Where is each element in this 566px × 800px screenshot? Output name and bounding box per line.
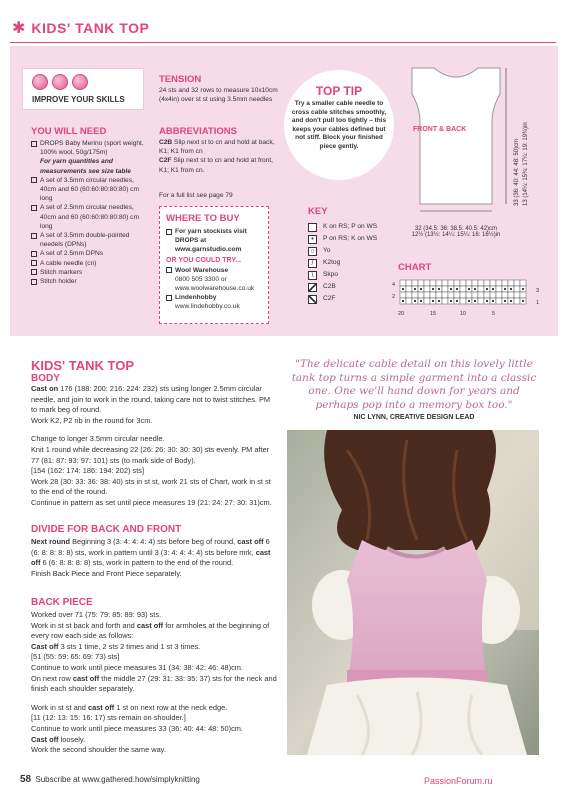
chart-cell	[418, 280, 424, 286]
chart-cell	[448, 292, 454, 298]
yarn-ball-icon	[32, 74, 48, 90]
key-heading: KEY	[308, 206, 328, 217]
chart-cell	[424, 280, 430, 286]
chart-cell	[442, 292, 448, 298]
chart-dot	[450, 288, 452, 290]
chart-dot	[486, 288, 488, 290]
chart-cell	[478, 298, 484, 304]
list-note: For yarn quantities and measurements see size table	[40, 158, 131, 175]
page-number: 58	[20, 774, 32, 785]
chart-cell	[508, 292, 514, 298]
back-piece-heading: BACK PIECE	[31, 597, 93, 608]
you-will-need-heading: YOU WILL NEED	[31, 126, 107, 137]
chart-dot	[468, 288, 470, 290]
pattern-title-block	[31, 358, 134, 384]
quote-author: NIC LYNN, CREATIVE DESIGN LEAD	[353, 414, 475, 421]
chart-cell	[484, 280, 490, 286]
page-title: KIDS' TANK TOP	[31, 20, 150, 36]
subscribe-link[interactable]: Subscribe at www.gathered.how/simplyknitting	[35, 775, 200, 784]
chart-cell	[520, 292, 526, 298]
chart-dot	[492, 288, 494, 290]
chart-cell	[406, 298, 412, 304]
chart-col-label: 20	[398, 311, 405, 317]
divide-instructions: Next round Beginning 3 (3: 4: 4: 4: 4) sts before beg of round, cast off 6 (6: 8: 8: 8: 8) sts, work in pattern until 3 (3: 4: 4: 4: 4) sts before mrk, cast off 6 (6: 8: 8: 8: 8) sts, work in pattern to the end of the round. Finish Back Piece and Front Piece separately.	[31, 537, 271, 578]
materials-list	[31, 139, 151, 286]
chart-dot	[414, 288, 416, 290]
chart-cell	[412, 280, 418, 286]
pattern-title: KIDS' TANK TOP	[31, 358, 135, 373]
top-tip	[289, 84, 389, 152]
chart-cell	[460, 292, 466, 298]
skills-label: IMPROVE YOUR SKILLS	[32, 95, 125, 104]
chart-cell	[454, 292, 460, 298]
photo-illustration	[287, 430, 539, 755]
child-tank-top-photo	[287, 430, 539, 755]
chart-dot	[504, 300, 506, 302]
key-row: K on RS; P on WS	[308, 221, 403, 233]
chart-cell	[478, 286, 484, 292]
chart-cell	[502, 280, 508, 286]
chart-cell	[430, 292, 436, 298]
chart-dot	[468, 300, 470, 302]
width-measure: 32 (34.5: 36: 38.5: 40.5: 42)cm 12½ (13½: 14¼: 15¼: 16: 16½)in	[411, 226, 501, 238]
abbr-text: Slip next st to cn and hold at front, K1; K1 from cn.	[159, 157, 274, 174]
chart-col-label: 10	[460, 311, 467, 317]
chart-col-label: 15	[430, 311, 437, 317]
chart-dot	[432, 300, 434, 302]
chart-cell	[466, 280, 472, 286]
chart-cell	[454, 280, 460, 286]
chart-cell	[514, 298, 520, 304]
where-to-buy-heading: WHERE TO BUY	[166, 213, 240, 224]
chart-cell	[496, 298, 502, 304]
height-measure-in: 13 (14¼: 15¾: 17¼: 19: 19¾)in	[523, 122, 529, 206]
chart-cell	[502, 292, 508, 298]
chart-cell	[400, 280, 406, 286]
list-item: A set of 2.5mm circular needles, 40cm and 60 (60:60:80:80:80) cm long	[31, 203, 151, 231]
flower-icon: ✱	[12, 20, 26, 37]
divide-heading: DIVIDE FOR BACK AND FRONT	[31, 524, 182, 535]
chart-cell	[400, 292, 406, 298]
tension-text: 24 sts and 32 rows to measure 10x10cm (4x4in) over st st using 3.5mm needles	[159, 87, 278, 104]
chart-cell	[424, 292, 430, 298]
slash-square-icon: /	[308, 259, 317, 268]
chart-dot	[420, 288, 422, 290]
abbr-code: C2F	[159, 157, 172, 165]
stitch-chart	[392, 278, 542, 318]
chart-dot	[414, 300, 416, 302]
footer	[20, 774, 200, 785]
list-item: Wool Warehouse	[166, 266, 262, 275]
abbreviations-list	[159, 138, 279, 175]
schematic-label: FRONT & BACK	[413, 126, 467, 133]
chart-dot	[456, 288, 458, 290]
tension-heading: TENSION	[159, 74, 202, 85]
chart-cell	[448, 280, 454, 286]
checkbox-icon	[31, 279, 37, 285]
chart-cell	[424, 298, 430, 304]
chart-cell	[490, 292, 496, 298]
chart-cell	[484, 292, 490, 298]
chart-row-label: 4	[392, 282, 396, 288]
back-instructions: Worked over 71 (75: 79: 85: 89: 93) sts. Work in st st back and forth and cast off for armholes at the beginning of every row each side as follows: Cast off 3 sts 1 time, 2 sts 2 times and 1 st 3 times. [51 (55: 59: 65: 69: 73) sts] Continue to work until piece measures 31 (34: 38: 42: 46: 48)cm. On next row cast off the middle 27 (29: 31: 33: 35: 37) sts for the neck and finish each shoulder separately. Work in st st and cast off 1 st on next row at the neck edge. [11 (12: 13: 15: 16: 17) sts remain on shoulder.] Continue to work until piece measures 33 (36: 40: 44: 48: 50)cm. Cast off loosely. Work the second shoulder the same way.	[31, 610, 277, 755]
chart-cell	[406, 280, 412, 286]
list-item: Lindenhobby	[166, 293, 262, 302]
blank-square-icon	[308, 223, 317, 232]
checkbox-icon	[31, 269, 37, 275]
chart-cell	[424, 286, 430, 292]
list-item: A set of 3.5mm double-pointed needels (DPNs)	[31, 231, 151, 249]
chart-cell	[496, 280, 502, 286]
body-instructions: Cast on 176 (188: 200: 216: 224: 232) sts using longer 2.5mm circular needle, and join to work in the round, taking care not to twist stitches. PM to mark beg of round. Work K2, P2 rib in the round for 3cm. Change to longer 3.5mm circular needle. Knit 1 round while decreasing 22 (26: 26: 30: 30: 30) sts evenly. PM after 77 (81: 87: 93: 97: 101) sts (to mark side of Body). [154 (162: 174: 186: 194: 202) sts] Work 28 (30: 33: 36: 38: 40) sts in st st, work 21 sts of Chart, work in st st to the end of the round. Continue in pattern as set until piece measures 19 (21: 24: 27: 30: 31)cm.	[31, 384, 272, 507]
chart-dot	[402, 300, 404, 302]
chart-cell	[472, 280, 478, 286]
chart-dot	[474, 288, 476, 290]
chart-dot	[438, 300, 440, 302]
key-row: \ Skpo	[308, 269, 403, 281]
key-row: / K2tog	[308, 257, 403, 269]
chart-dot	[522, 300, 524, 302]
top-tip-heading: TOP TIP	[315, 84, 363, 98]
chart-cell	[436, 292, 442, 298]
chart-row-label: 3	[536, 288, 540, 294]
chart-dot	[510, 300, 512, 302]
checkbox-icon	[31, 233, 37, 239]
watermark: PassionForum.ru	[424, 776, 493, 786]
checkbox-icon	[31, 177, 37, 183]
chart-heading: CHART	[398, 262, 432, 273]
list-item: A cable needle (cn)	[31, 259, 151, 268]
chart-dot	[450, 300, 452, 302]
chart-dot	[504, 288, 506, 290]
shop-contact[interactable]: www.lindehobby.co.uk	[175, 303, 240, 311]
chart-cell	[496, 286, 502, 292]
checkbox-icon	[31, 205, 37, 211]
dot-square-icon: •	[308, 235, 317, 244]
chart-cell	[436, 280, 442, 286]
chart-cell	[472, 292, 478, 298]
key-list	[308, 221, 403, 305]
checkbox-icon	[31, 141, 37, 147]
chart-cell	[406, 292, 412, 298]
full-list-note: For a full list see page 79	[159, 192, 233, 199]
c2b-symbol-icon	[308, 283, 317, 292]
chart-cell	[460, 298, 466, 304]
abbreviations-heading: ABBREVIATIONS	[159, 126, 237, 137]
abbr-code: C2B	[159, 139, 173, 146]
chart-cell	[412, 292, 418, 298]
pattern-subtitle: BODY	[31, 373, 60, 384]
page-header	[12, 18, 149, 38]
chart-cell	[514, 286, 520, 292]
key-row: ○ Yo	[308, 245, 403, 257]
checkbox-icon	[166, 295, 172, 301]
chart-cell	[430, 280, 436, 286]
key-row: C2F	[308, 293, 403, 305]
shop-contact[interactable]: 0800 505 3300 or www.woolwarehouse.co.uk	[175, 275, 255, 293]
chart-cell	[520, 280, 526, 286]
chart-dot	[456, 300, 458, 302]
chart-cell	[478, 292, 484, 298]
chart-dot	[432, 288, 434, 290]
key-row: • P on RS; K on WS	[308, 233, 403, 245]
where-to-buy-box	[159, 206, 269, 324]
height-measure: 33 (36: 40: 44: 48: 50)cm	[514, 138, 520, 206]
chart-cell	[442, 280, 448, 286]
chart-cell	[496, 292, 502, 298]
yarn-ball-icon	[52, 74, 68, 90]
or-try-heading: OR YOU COULD TRY...	[166, 256, 242, 264]
chart-dot	[486, 300, 488, 302]
chart-cell	[442, 298, 448, 304]
chart-cell	[508, 280, 514, 286]
yarn-ball-icon	[72, 74, 88, 90]
abbr-text: Slip next st to cn and hold at back, K1; K1 from cn	[159, 139, 275, 156]
chart-cell	[460, 280, 466, 286]
chart-cell	[514, 292, 520, 298]
chart-cell	[442, 286, 448, 292]
checkbox-icon	[31, 260, 37, 266]
list-item: Stitch markers	[31, 268, 151, 277]
skill-rating	[32, 74, 88, 90]
list-item: DROPS Baby Merino (sport weight, 100% wool, 50g/175m)	[31, 139, 151, 157]
garment-schematic	[404, 64, 508, 214]
chart-dot	[420, 300, 422, 302]
list-item: For yarn stockists visit DROPS at www.garnstudio.com	[166, 227, 262, 255]
list-item: A set of 2.5mm DPNs	[31, 249, 151, 258]
list-item: A set of 3.5mm circular needles, 40cm and 60 (60:60:80:80:80) cm long	[31, 176, 151, 204]
c2f-symbol-icon	[308, 295, 317, 304]
checkbox-icon	[31, 251, 37, 257]
backslash-square-icon: \	[308, 271, 317, 280]
header-divider	[10, 42, 556, 43]
circle-square-icon: ○	[308, 247, 317, 256]
chart-cell	[418, 292, 424, 298]
checkbox-icon	[166, 267, 172, 273]
chart-dot	[402, 288, 404, 290]
list-item: Stitch holder	[31, 277, 151, 286]
chart-row-label: 1	[536, 300, 540, 306]
chart-cell	[478, 280, 484, 286]
chart-dot	[522, 288, 524, 290]
chart-dot	[492, 300, 494, 302]
key-row: C2B	[308, 281, 403, 293]
checkbox-icon	[166, 229, 172, 235]
chart-cell	[514, 280, 520, 286]
chart-dot	[474, 300, 476, 302]
chart-cell	[490, 280, 496, 286]
chart-dot	[510, 288, 512, 290]
chart-cell	[406, 286, 412, 292]
chart-cell	[460, 286, 466, 292]
chart-cell	[466, 292, 472, 298]
pull-quote: "The delicate cable detail on this lovely little tank top turns a simple garment into a classic one. One we'll hand down for years and perhaps pop into a memory box too."	[291, 358, 537, 411]
chart-row-label: 2	[392, 294, 396, 300]
chart-col-label: 5	[492, 311, 496, 317]
chart-dot	[438, 288, 440, 290]
top-tip-text: Try a smaller cable needle to cross cable stitches smoothly, and don't pull too tightly – this keeps your cables defined but not stiff. Block your finished piece gently.	[291, 100, 387, 150]
